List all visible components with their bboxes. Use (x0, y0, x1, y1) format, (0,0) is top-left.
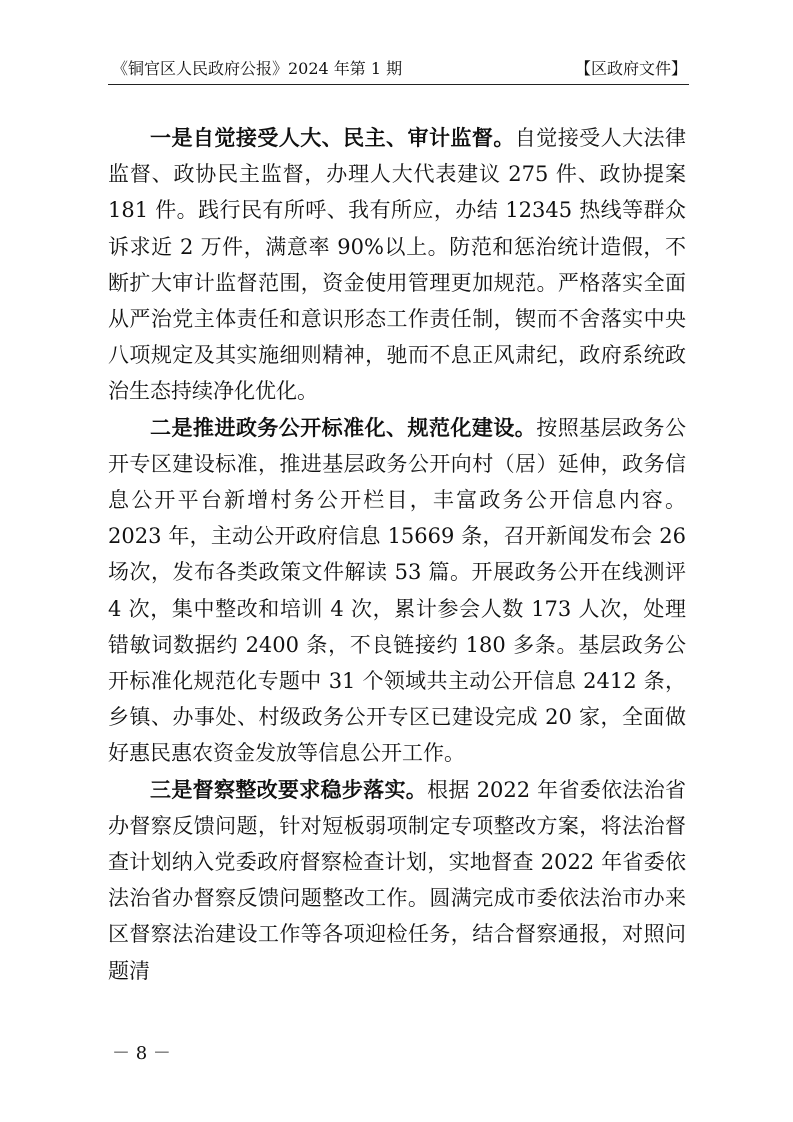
document-body (108, 120, 686, 989)
page-number: － 8 － (112, 1043, 171, 1064)
paragraph-1 (108, 120, 686, 410)
paragraph-2-text: 按照基层政务公开专区建设标准，推进基层政务公开向村（居）延伸，政务信息公开平台新增村务公开栏目，丰富政务公开信息内容。2023 年，主动公开政府信息 15669 条，召开新闻发布会 26 场次，发布各类政策文件解读 53 篇。开展政务公开在线测评 4 次，集中整改和培训 4 次，累计参会人数 173 人次，处理错敏词数据约 2400 条，不良链接约 180 多条。基层政务公开标准化规范化专题中 31 个领域共主动公开信息 2412 条，乡镇、办事处、村级政务公开专区已建设完成 20 家，全面做好惠民惠农资金发放等信息公开工作。 (108, 415, 686, 766)
header-publication-title: 《铜官区人民政府公报》2024 年第 1 期 (112, 59, 403, 78)
paragraph-3 (108, 772, 686, 989)
paragraph-1-text: 自觉接受人大法律监督、政协民主监督，办理人大代表建议 275 件、政协提案 181 件。践行民有所呼、我有所应，办结 12345 热线等群众诉求近 2 万件，满意率 90%以上。防范和惩治统计造假，不断扩大审计监督范围，资金使用管理更加规范。严格落实全面从严治党主体责任和意识形态工作责任制，锲而不舍落实中央八项规定及其实施细则精神，驰而不息正风肃纪，政府系统政治生态持续净化优化。 (108, 126, 687, 404)
paragraph-2 (108, 410, 686, 772)
paragraph-2-lead: 二是推进政务公开标准化、规范化建设。 (150, 415, 537, 440)
paragraph-3-text: 根据 2022 年省委依法治省办督察反馈问题，针对短板弱项制定专项整改方案，将法治督查计划纳入党委政府督察检查计划，实地督查 2022 年省委依法治省办督察反馈问题整改工作。圆满完成市委依法治市办来区督察法治建设工作等各项迎检任务，结合督察通报，对照问题清 (108, 777, 687, 983)
running-header (112, 58, 687, 80)
paragraph-3-lead: 三是督察整改要求稳步落实。 (150, 777, 428, 802)
paragraph-1-lead: 一是自觉接受人大、民主、审计监督。 (150, 126, 515, 150)
header-divider (108, 84, 689, 85)
header-section-label: 【区政府文件】 (574, 59, 687, 78)
